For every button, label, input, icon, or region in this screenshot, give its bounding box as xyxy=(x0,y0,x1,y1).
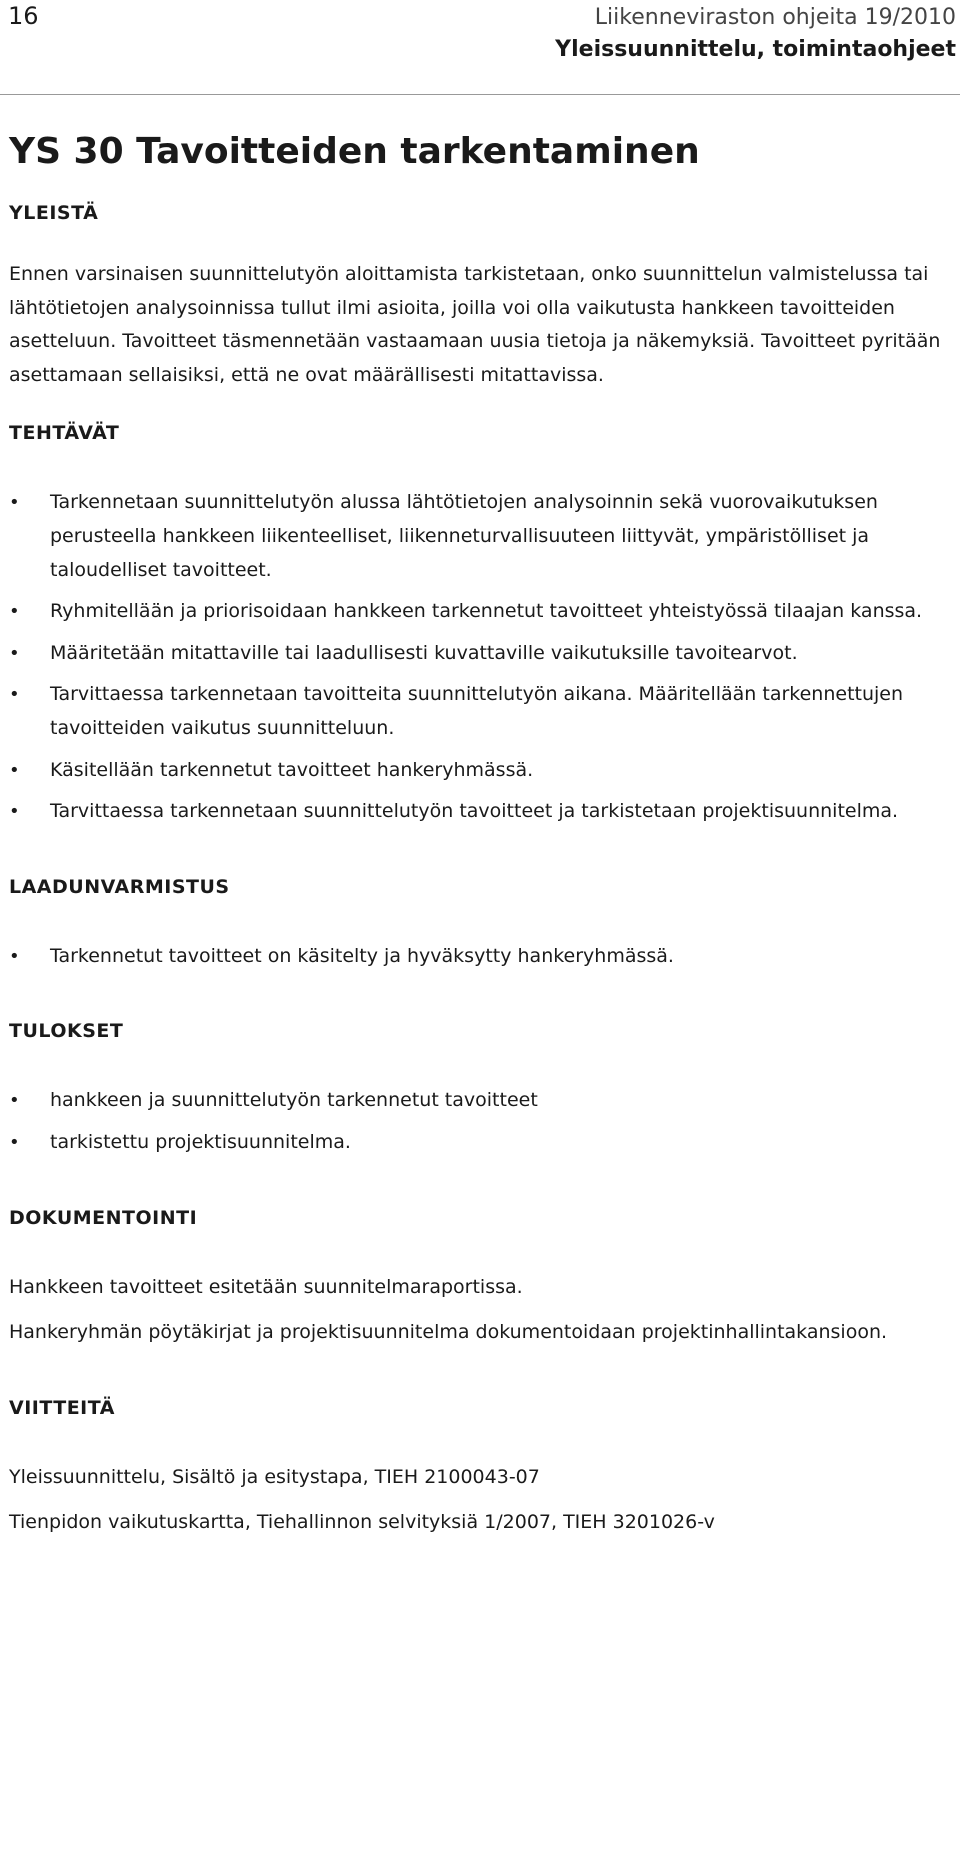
running-header xyxy=(555,2,956,66)
reference-item: Tienpidon vaikutuskartta, Tiehallinnon selvityksiä 1/2007, TIEH 3201026-v xyxy=(9,1511,715,1534)
reference-item: Yleissuunnittelu, Sisältö ja esitystapa, TIEH 2100043-07 xyxy=(9,1465,540,1488)
list-item: • hankkeen ja suunnittelutyön tarkennetut tavoitteet xyxy=(9,1084,949,1118)
tehtavat-list xyxy=(9,486,949,828)
list-item: • Tarkennetaan suunnittelutyön alussa lähtötietojen analysoinnin sekä vuorovaikutuksen perusteella hankkeen liikenteelliset, liikenneturvallisuuteen liittyvät, ympäristölliset ja taloudelliset tavoitteet. xyxy=(9,486,949,587)
section-heading-viitteita: VIITTEITÄ xyxy=(9,1396,115,1419)
list-item: • Tarkennetut tavoitteet on käsitelty ja hyväksytty hankeryhmässä. xyxy=(9,940,949,974)
list-item: • Käsitellään tarkennetut tavoitteet hankeryhmässä. xyxy=(9,754,949,788)
yleista-paragraph: Ennen varsinaisen suunnittelutyön aloittamista tarkistetaan, onko suunnittelun valmistelussa tai lähtötietojen analysoinnissa tullut ilmi asioita, joilla voi olla vaikutusta hankkeen tavoitteiden asetteluun. Tavoitteet täsmennetään vastaamaan uusia tietoja ja näkemyksiä. Tavoitteet pyritään asettamaan sellaisiksi, että ne ovat määrällisesti mitattavissa. xyxy=(9,263,941,386)
list-item: • Tarvittaessa tarkennetaan tavoitteita suunnittelutyön aikana. Määritellään tarkennettujen tavoitteiden vaikutus suunnitteluun. xyxy=(9,678,949,745)
section-heading-tehtavat: TEHTÄVÄT xyxy=(9,422,120,445)
section-title: Yleissuunnittelu, toimintaohjeet xyxy=(555,37,956,62)
tulokset-list xyxy=(9,1084,949,1159)
section-heading-dokumentointi: DOKUMENTOINTI xyxy=(9,1206,198,1229)
header-divider xyxy=(0,94,960,95)
section-heading-laadunvarmistus: LAADUNVARMISTUS xyxy=(9,875,230,898)
section-heading-yleista: YLEISTÄ xyxy=(9,202,99,224)
list-item: • Määritetään mitattaville tai laadullisesti kuvattaville vaikutuksille tavoitearvot. xyxy=(9,637,949,671)
dokumentointi-paragraph: Hankkeen tavoitteet esitetään suunnitelmaraportissa. xyxy=(9,1275,523,1298)
dokumentointi-paragraph: Hankeryhmän pöytäkirjat ja projektisuunnitelma dokumentoidaan projektinhallintakansioon. xyxy=(9,1321,888,1344)
list-item: • Ryhmitellään ja priorisoidaan hankkeen tarkennetut tavoitteet yhteistyössä tilaajan kanssa. xyxy=(9,595,949,629)
list-item: • tarkistettu projektisuunnitelma. xyxy=(9,1126,949,1160)
section-heading-tulokset: TULOKSET xyxy=(9,1020,124,1043)
page-title: YS 30 Tavoitteiden tarkentaminen xyxy=(9,131,700,172)
page-number: 16 xyxy=(8,2,39,30)
document-body xyxy=(9,130,949,1540)
list-item: • Tarvittaessa tarkennetaan suunnittelutyön tavoitteet ja tarkistetaan projektisuunnitelma. xyxy=(9,795,949,829)
publication-title: Liikenneviraston ohjeita 19/2010 xyxy=(594,5,956,30)
laadunvarmistus-list xyxy=(9,940,949,974)
